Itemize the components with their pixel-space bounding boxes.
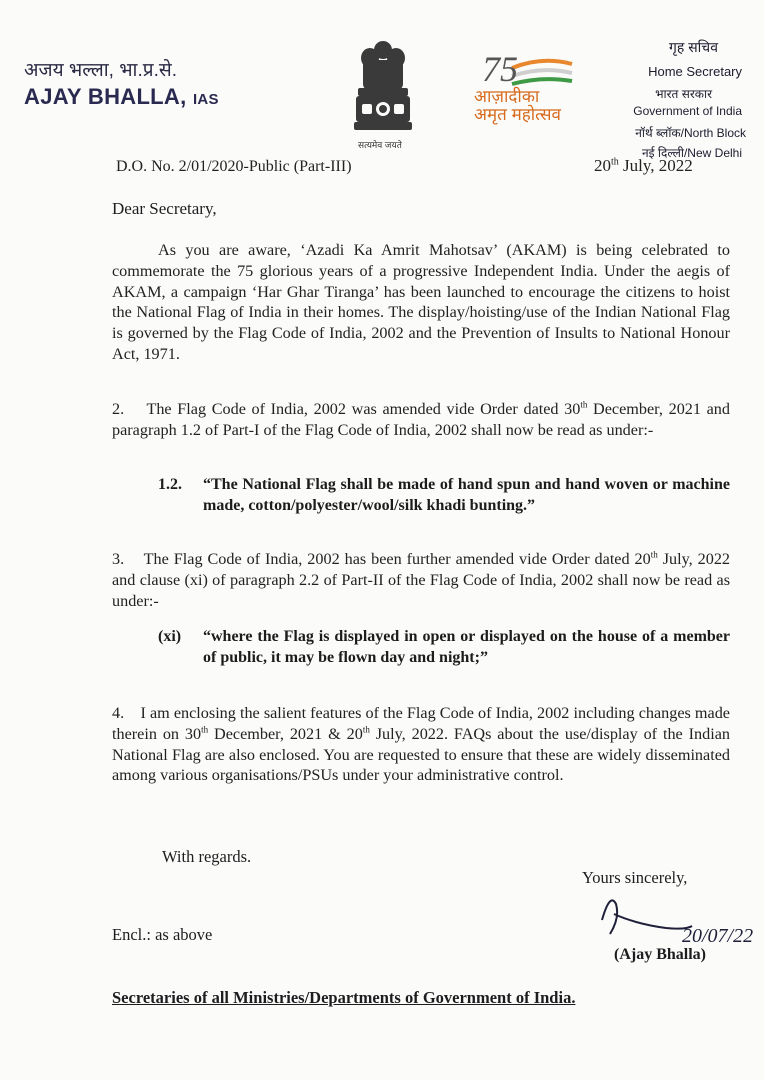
signatory-name: (Ajay Bhalla): [614, 946, 706, 963]
sender-name-hindi: अजय भल्ला, भा.प्र.से.: [24, 60, 177, 81]
paragraph-2-a: 2. The Flag Code of India, 2002 was amended vide Order dated 30: [112, 400, 581, 418]
signature-date: 20/07/22: [682, 925, 754, 947]
emblem-motto: सत्यमेव जयते: [358, 140, 402, 150]
paragraph-3-b: July, 2022 and clause (xi) of paragraph 2.2 of Part-II of the Flag Code of India, 2002 shall now be read as under:-: [112, 550, 735, 610]
paragraph-3-sup: th: [650, 549, 658, 560]
quote-1-text: “The National Flag shall be made of hand spun and hand woven or machine made, cotton/polyester/wool/silk khadi bunting.”: [203, 476, 730, 514]
paragraph-4-c: July, 2022. FAQs about the use/display of the Indian National Flag are also enclosed. You are requested to ensure that these are widely disseminated among various organisations/PSUs under your administrative control.: [112, 724, 735, 785]
akam-logo-line2: अमृत महोत्सव: [474, 105, 561, 124]
office-title-hindi: गृह सचिव: [669, 39, 718, 55]
letter-date: [594, 156, 693, 176]
reference-number: D.O. No. 2/01/2020-Public (Part-III): [116, 158, 352, 175]
enclosure-note: Encl.: as above: [112, 925, 213, 944]
paragraph-2: [112, 399, 735, 441]
addressee: Secretaries of all Ministries/Departments of Government of India.: [112, 988, 576, 1007]
salutation: Dear Secretary,: [112, 199, 217, 218]
akam-logo-line1: आज़ादीका: [474, 87, 540, 106]
office-block: नॉर्थ ब्लॉक/North Block: [635, 126, 746, 140]
closing-yours: Yours sincerely,: [582, 868, 688, 887]
paragraph-4-sup2: th: [362, 724, 370, 735]
quote-2-text: “where the Flag is displayed in open or displayed on the house of a member of public, it may be flown day and night;”: [203, 628, 730, 666]
paragraph-4-a: 4. I am enclosing the salient features of the Flag Code of India, 2002 including changes made therein on 30: [112, 704, 735, 743]
sender-suffix: IAS: [192, 91, 219, 108]
paragraph-2-sup: th: [580, 399, 588, 410]
paragraph-2-b: December, 2021 and paragraph 1.2 of Part-I of the Flag Code of India, 2002 shall now be read as under:-: [112, 400, 735, 439]
paragraph-4-sup1: th: [201, 724, 209, 735]
paragraph-4-b: December, 2021 & 20: [208, 724, 363, 743]
office-city: नई दिल्ली/New Delhi: [641, 146, 742, 160]
paragraph-4: [112, 703, 735, 786]
sender-name-text: AJAY BHALLA,: [24, 84, 187, 109]
government: Government of India: [633, 104, 742, 118]
government-hindi: भारत सरकार: [655, 87, 712, 101]
quote-2-number: (xi): [158, 628, 182, 645]
signature: [596, 884, 764, 954]
office-title: Home Secretary: [648, 64, 742, 79]
paragraph-1: As you are aware, ‘Azadi Ka Amrit Mahotsav’ (AKAM) is being celebrated to commemorate the 75 glorious years of a progressive Independent India. Under the aegis of AKAM, a campaign ‘Har Ghar Tiranga’ has been launched to encourage the citizens to hoist the National Flag of India in their homes. The display/hoisting/use of the Indian National Flag is governed by the Flag Code of India, 2002 and the Prevention of Insults to National Honour Act, 1971.: [112, 241, 730, 363]
paragraph-3: [112, 549, 735, 611]
national-emblem-icon: [348, 38, 418, 142]
date-rest: July, 2022: [618, 156, 693, 175]
quote-1-number: 1.2.: [158, 476, 182, 493]
paragraph-3-a: 3. The Flag Code of India, 2002 has been further amended vide Order dated 20: [112, 550, 651, 568]
date-sup: th: [611, 156, 619, 168]
closing-regards: With regards.: [162, 847, 252, 866]
date-day: 20: [594, 156, 611, 175]
akam-logo-number: 75: [482, 49, 518, 89]
sender-name: [24, 84, 219, 110]
